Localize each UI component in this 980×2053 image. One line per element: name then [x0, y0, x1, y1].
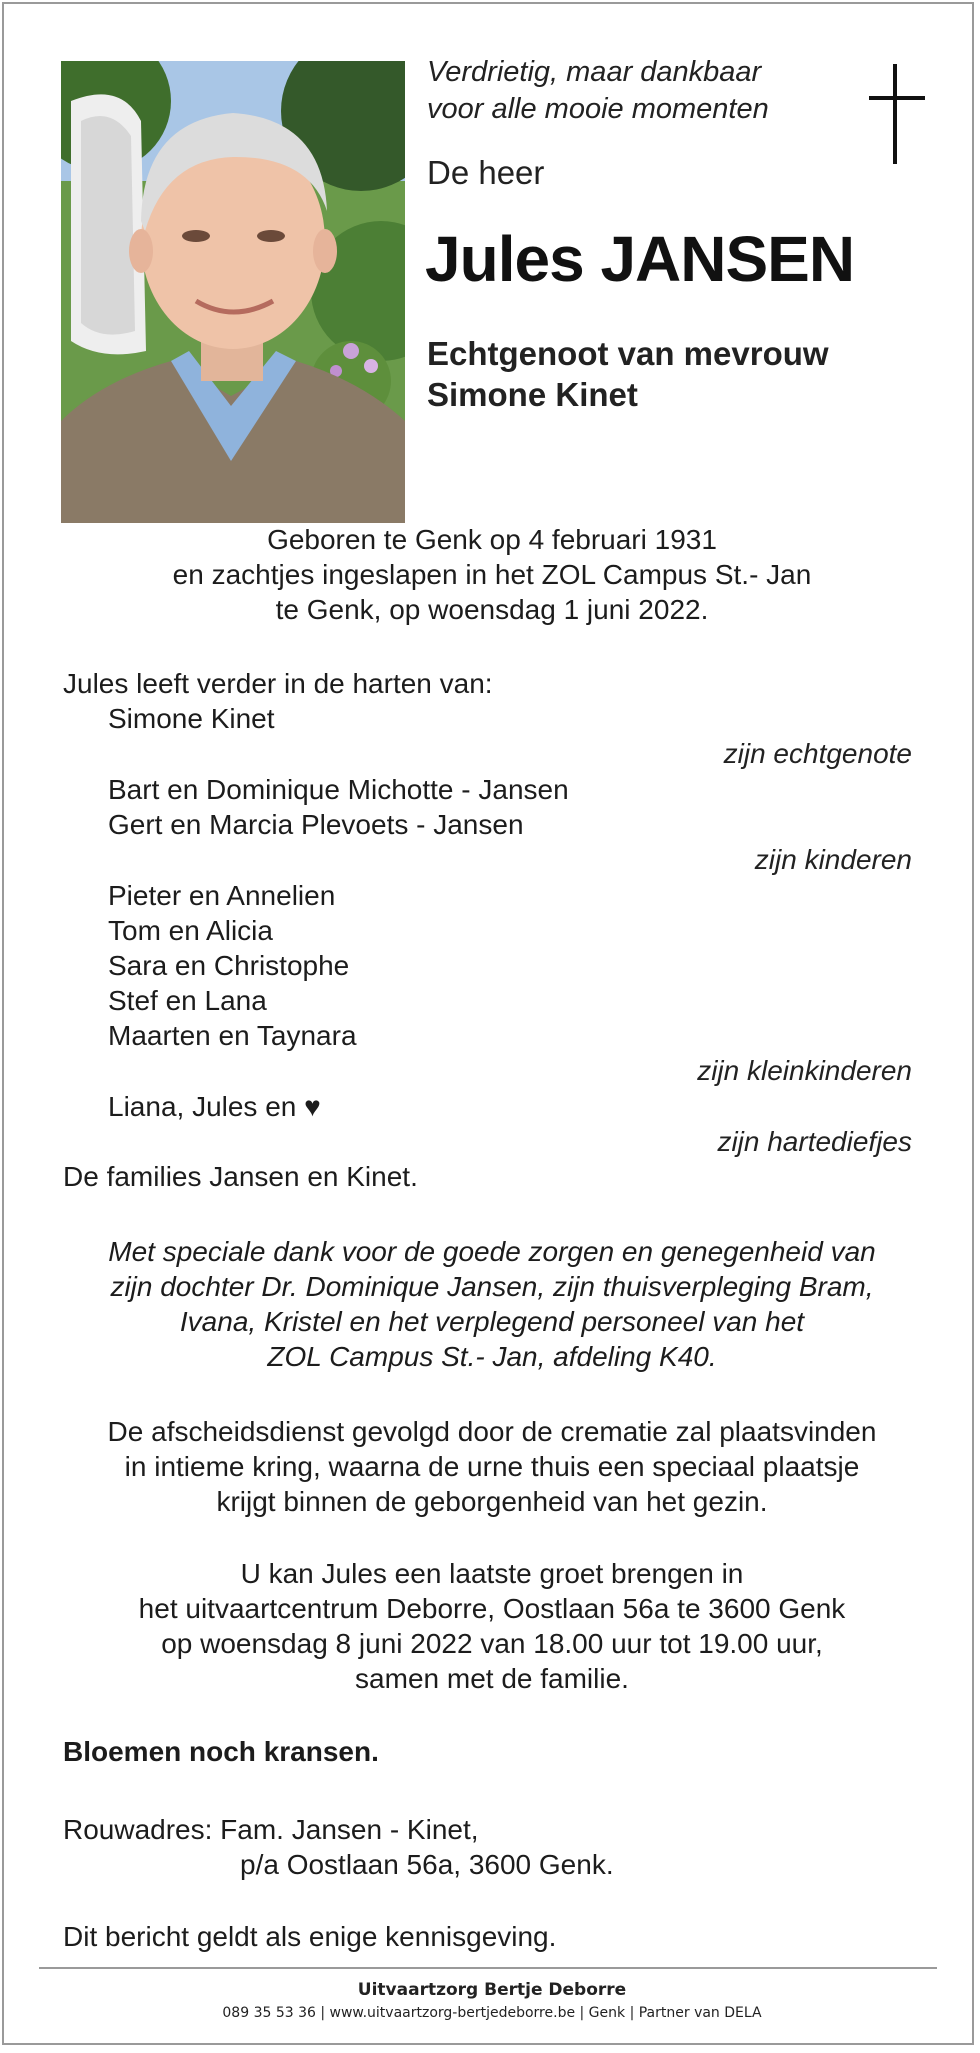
tagline	[427, 54, 769, 128]
obituary-card	[2, 2, 974, 2045]
visit-line-1: U kan Jules een laatste groet brengen in	[240, 1558, 744, 1589]
service-line-1: De afscheidsdienst gevolgd door de crematie zal plaatsvinden	[107, 1416, 877, 1447]
spouse-line-1: Echtgenoot van mevrouw	[427, 335, 829, 372]
visit-line-4: samen met de familie.	[355, 1663, 629, 1694]
visit-line-3: op woensdag 8 juni 2022 van 18.00 uur tot 19.00 uur,	[161, 1628, 823, 1659]
children-relation: zijn kinderen	[754, 844, 912, 875]
family-intro: Jules leeft verder in de harten van:	[63, 668, 493, 699]
thanks-line-3: Ivana, Kristel en het verplegend personeel van het	[179, 1306, 805, 1337]
tagline-line-1: Verdrietig, maar dankbaar	[427, 56, 762, 88]
thanks-line-4: ZOL Campus St.- Jan, afdeling K40.	[267, 1341, 717, 1372]
spouse-name: Simone Kinet	[108, 703, 275, 734]
visit-line-2: het uitvaartcentrum Deborre, Oostlaan 56a te 3600 Genk	[138, 1593, 846, 1624]
funeral-company: Uitvaartzorg Bertje Deborre	[357, 1980, 627, 2000]
address-line-2: p/a Oostlaan 56a, 3600 Genk.	[240, 1849, 614, 1880]
spouse-line-2: Simone Kinet	[427, 376, 638, 413]
no-flowers-note: Bloemen noch kransen.	[63, 1736, 379, 1767]
grandchild-3: Sara en Christophe	[108, 950, 350, 981]
grandchild-5: Maarten en Taynara	[108, 1020, 357, 1051]
notice: Dit bericht geldt als enige kennisgeving.	[63, 1921, 557, 1952]
address-line-1: Rouwadres: Fam. Jansen - Kinet,	[63, 1814, 479, 1845]
birth-line-1: Geboren te Genk op 4 februari 1931	[267, 524, 717, 555]
latin-cross-icon	[869, 64, 927, 169]
birth-line-2: en zachtjes ingeslapen in het ZOL Campus St.- Jan	[172, 559, 812, 590]
child-1: Bart en Dominique Michotte - Jansen	[108, 774, 569, 805]
thanks-line-2: zijn dochter Dr. Dominique Jansen, zijn thuisverpleging Bram,	[110, 1271, 874, 1302]
tagline-line-2: voor alle mooie momenten	[427, 93, 769, 125]
birth-line-3: te Genk, op woensdag 1 juni 2022.	[275, 594, 709, 625]
spouse-relation: zijn echtgenote	[723, 738, 912, 769]
service-line-3: krijgt binnen de geborgenheid van het gezin.	[216, 1486, 768, 1517]
grandchild-1: Pieter en Annelien	[108, 880, 336, 911]
grandchildren-relation: zijn kleinkinderen	[697, 1055, 912, 1086]
sweethearts: Liana, Jules en ♥	[108, 1091, 321, 1122]
thanks-line-1: Met speciale dank voor de goede zorgen en genegenheid van	[108, 1236, 876, 1267]
portrait-photo	[61, 61, 405, 523]
sweethearts-relation: zijn hartediefjes	[717, 1126, 912, 1157]
grandchild-2: Tom en Alicia	[108, 915, 273, 946]
grandchild-4: Stef en Lana	[108, 985, 267, 1016]
child-2: Gert en Marcia Plevoets - Jansen	[108, 809, 524, 840]
footer-divider	[39, 1967, 937, 1969]
families: De families Jansen en Kinet.	[63, 1161, 418, 1192]
title-prefix: De heer	[427, 154, 545, 191]
spouse-info	[427, 333, 829, 415]
funeral-company-contact: 089 35 53 36 | www.uitvaartzorg-bertjedeborre.be | Genk | Partner van DELA	[222, 2005, 762, 2021]
deceased-name: Jules JANSEN	[425, 223, 855, 295]
service-line-2: in intieme kring, waarna de urne thuis een speciaal plaatsje	[124, 1451, 860, 1482]
